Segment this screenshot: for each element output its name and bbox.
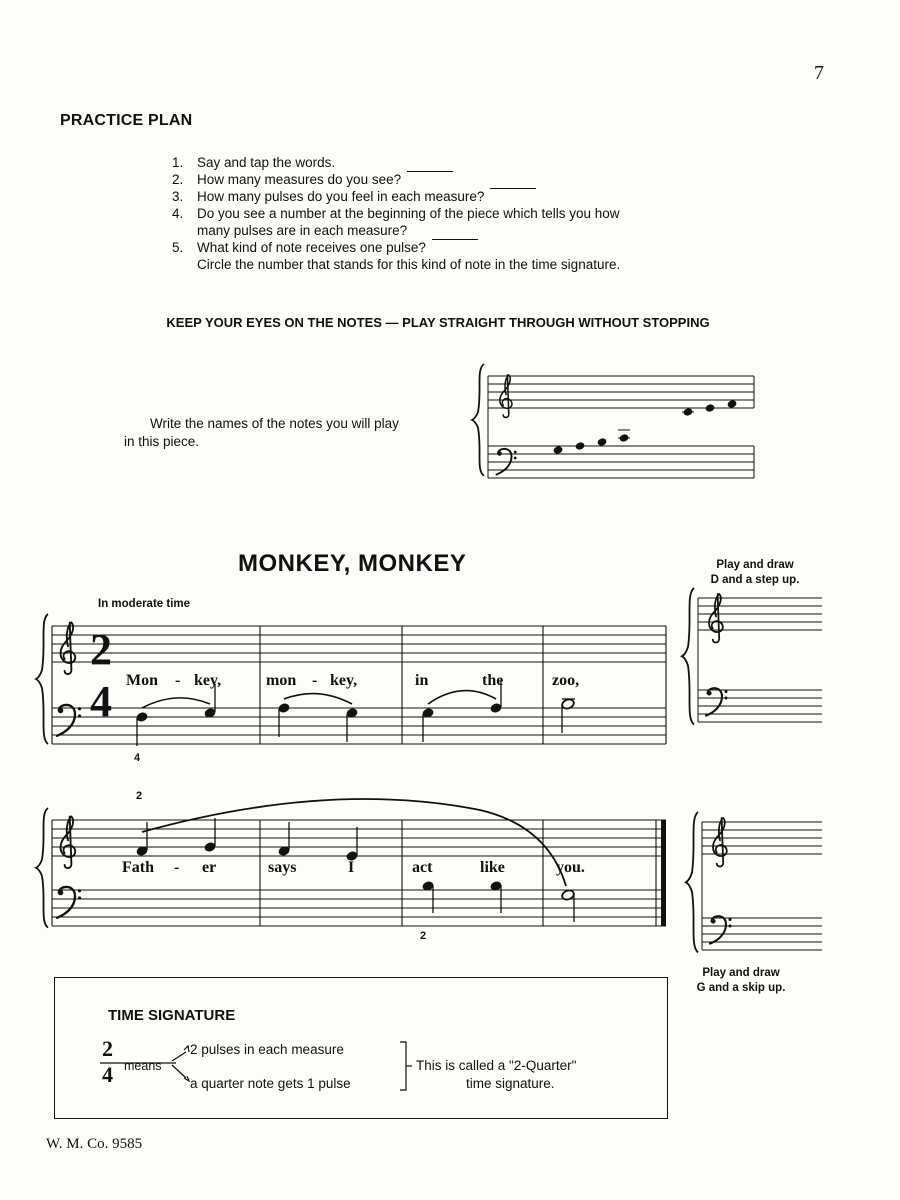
plan-item-number: 4. bbox=[172, 206, 184, 221]
plan-item-text: many pulses are in each measure? bbox=[197, 223, 408, 238]
side-note-line: Play and draw bbox=[716, 559, 794, 571]
ts-box-top-digit: 2 bbox=[102, 1036, 113, 1061]
page-number: 7 bbox=[814, 62, 824, 84]
lyric-syllable: the bbox=[482, 672, 504, 689]
lyric-syllable: I bbox=[348, 859, 355, 876]
ts-called-line: This is called a "2-Quarter" bbox=[416, 1058, 577, 1073]
score-system-1 bbox=[36, 614, 666, 746]
plan-item-text: How many pulses do you feel in each measure? bbox=[197, 189, 485, 204]
lyric-syllable: says bbox=[268, 859, 297, 876]
fingering-number: 2 bbox=[420, 930, 427, 942]
plan-item-number: 2. bbox=[172, 172, 184, 187]
song-title: MONKEY, MONKEY bbox=[238, 550, 467, 577]
tempo-marking: In moderate time bbox=[98, 598, 191, 610]
side-note-line: G and a skip up. bbox=[696, 982, 786, 994]
ts-explanation-line: 2 pulses in each measure bbox=[190, 1042, 344, 1057]
ts-means-label: means bbox=[124, 1059, 162, 1073]
ts-explanation-line: a quarter note gets 1 pulse bbox=[190, 1076, 351, 1091]
plan-item-number: 3. bbox=[172, 189, 184, 204]
ts-box-diagram bbox=[100, 1042, 412, 1090]
side-note-line: Play and draw bbox=[702, 967, 780, 979]
prompt-line: Write the names of the notes you will play bbox=[150, 416, 399, 431]
fingering-number: 2 bbox=[136, 790, 143, 802]
side-note-line: D and a step up. bbox=[710, 574, 800, 586]
plan-item-text: Do you see a number at the beginning of the piece which tells you how bbox=[197, 206, 620, 221]
time-signature-bottom: 4 bbox=[90, 677, 112, 726]
plan-item-number: 5. bbox=[172, 240, 184, 255]
ts-box-bottom-digit: 4 bbox=[102, 1062, 113, 1087]
lyric-hyphen: - bbox=[175, 672, 181, 689]
lyric-syllable: act bbox=[412, 859, 433, 876]
lyric-syllable: zoo, bbox=[552, 672, 580, 689]
lyric-syllable: in bbox=[415, 672, 429, 689]
fingering-number: 4 bbox=[134, 752, 141, 764]
time-signature-top: 2 bbox=[90, 625, 112, 674]
lyric-syllable: key, bbox=[330, 672, 358, 689]
plan-item-number: 1. bbox=[172, 155, 184, 170]
time-signature-box-title: TIME SIGNATURE bbox=[108, 1007, 236, 1024]
instruction-heading: KEEP YOUR EYES ON THE NOTES — PLAY STRAIGHT THROUGH WITHOUT STOPPING bbox=[166, 315, 710, 330]
score-system-2 bbox=[36, 799, 666, 928]
plan-item-text: Circle the number that stands for this kind of note in the time signature. bbox=[197, 257, 621, 272]
practice-plan-title: PRACTICE PLAN bbox=[60, 112, 193, 129]
plan-item-text: How many measures do you see? bbox=[197, 172, 402, 187]
lyric-syllable: Mon bbox=[126, 672, 158, 689]
lyric-hyphen: - bbox=[312, 672, 318, 689]
lyric-syllable: you. bbox=[556, 859, 585, 876]
plan-item-text: What kind of note receives one pulse? bbox=[197, 240, 426, 255]
lyric-syllable: mon bbox=[266, 672, 297, 689]
plan-item-text: Say and tap the words. bbox=[197, 155, 336, 170]
prompt-line: in this piece. bbox=[124, 434, 200, 449]
note-names-staff bbox=[472, 364, 754, 478]
ts-called-line: time signature. bbox=[466, 1076, 555, 1091]
lyric-syllable: er bbox=[202, 859, 217, 876]
lyric-syllable: key, bbox=[194, 672, 222, 689]
lyric-hyphen: - bbox=[174, 859, 180, 876]
lyric-syllable: like bbox=[480, 859, 505, 876]
lyric-syllable: Fath bbox=[122, 859, 154, 876]
publisher-code: W. M. Co. 9585 bbox=[46, 1136, 143, 1152]
